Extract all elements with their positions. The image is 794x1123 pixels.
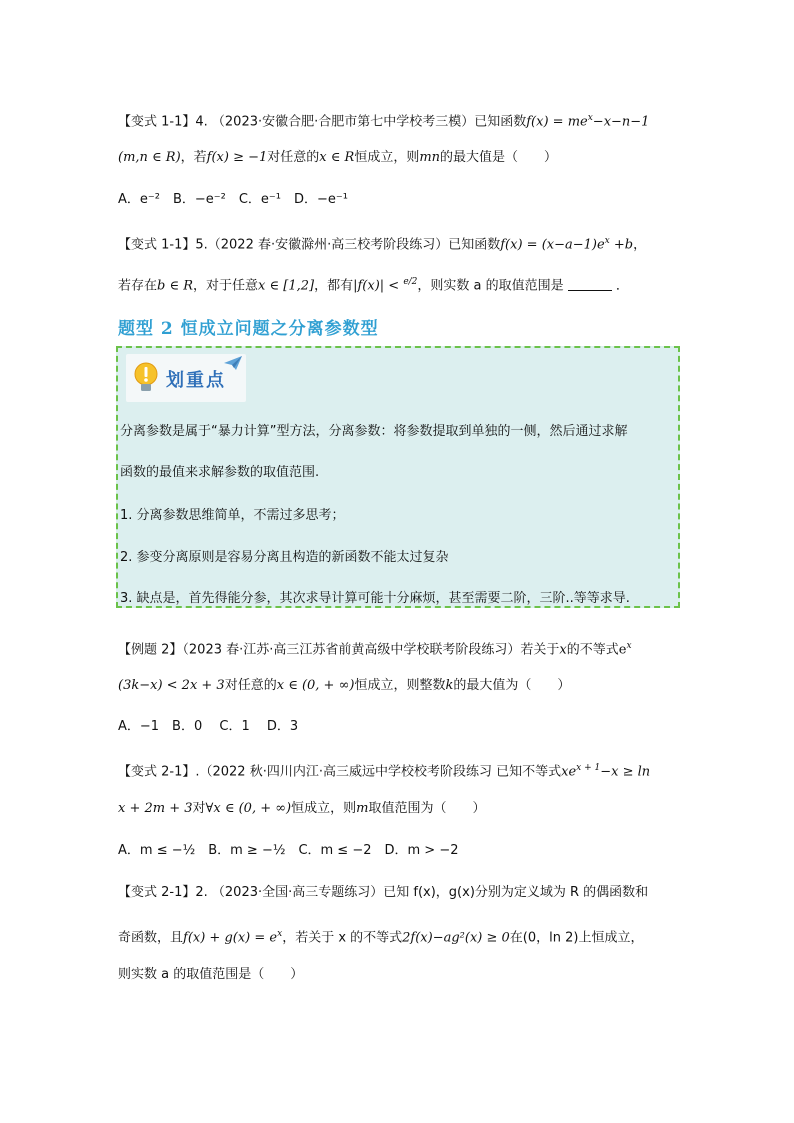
- q1-line1: 【变式 1-1】4. （2023·安徽合肥·合肥市第七中学校考三模）已知函数$f(x) = me^x-x-n-1$: [118, 113, 650, 130]
- badge-label: 划重点: [166, 370, 226, 391]
- q5-line2: 奇函数，且$f(x) + g(x) = e^x$，若关于 x 的不等式2f(x)−ag²(x) ≥ 0在(0，ln 2)上恒成立，: [118, 929, 644, 946]
- key-point-2: 2. 参变分离原则是容易分离且构造的新函数不能太过复杂: [120, 550, 449, 565]
- key-point-1: 1. 分离参数思维简单，不需过多思考；: [120, 508, 345, 523]
- q3-line1: 【例题 2】（2023 春·江苏·高三江苏省前黄高级中学校联考阶段练习）若关于x的不等式$e^x$: [118, 641, 632, 658]
- key-point-3: 3. 缺点是，首先得能分参，其次求导计算可能十分麻烦，甚至需要二阶，三阶..等等求导.: [120, 591, 630, 606]
- q3-line2: (3k−x) < 2x + 3对任意的x ∈ (0, + ∞)恒成立，则整数k的最大值为（ ）: [118, 678, 571, 693]
- q4-line2: x + 2m + 3对∀x ∈ (0, + ∞)恒成立，则m取值范围为（ ）: [118, 801, 486, 816]
- key-point-intro: 分离参数是属于“暴力计算”型方法，分离参数：将参数提取到单独的一侧，然后通过求解: [120, 424, 628, 439]
- q5-line1: 【变式 2-1】2. （2023·全国·高三专题练习）已知 f(x)，g(x)分别为定义域为 R 的偶函数和: [118, 885, 649, 900]
- q4-line1: 【变式 2-1】.（2022 秋·四川内江·高三威远中学校校考阶段练习 已知不等式$xe^{x + 1}-x \ge \ln$: [118, 763, 651, 780]
- section-heading: 题型 2 恒成立问题之分离参数型: [118, 319, 379, 339]
- q4-options: A．m ≤ −½ B．m ≥ −½ C．m ≤ −2 D．m > −2: [118, 843, 459, 858]
- q5-line3: 则实数 a 的取值范围是（ ）: [118, 967, 304, 982]
- answer-blank[interactable]: [568, 276, 612, 291]
- q3-options: A．−1 B．0 C．1 D．3: [118, 719, 299, 734]
- q2-line2: 若存在b ∈ R，对于任意x ∈ [1,2]，都有|f(x)| < $^{e/2}$，则实数 a 的取值范围是 ．: [118, 277, 629, 294]
- lightbulb-icon: [132, 360, 160, 396]
- q1-line2: (m,n ∈ R)，若f(x) ≥ −1对任意的x ∈ R恒成立，则mn的最大值是（ ）: [118, 150, 558, 165]
- paper-plane-icon: [224, 356, 242, 370]
- q1-options: A．e⁻² B．−e⁻² C．e⁻¹ D．−e⁻¹: [118, 192, 348, 207]
- key-point-intro-cont: 函数的最值来求解参数的取值范围.: [120, 465, 320, 480]
- key-points-box: [116, 346, 680, 608]
- key-points-badge: [126, 354, 246, 402]
- q2-line1: 【变式 1-1】5.（2022 春·安徽滁州·高三校考阶段练习）已知函数$f(x) = (x-a-1)e^x +b$，: [118, 236, 647, 253]
